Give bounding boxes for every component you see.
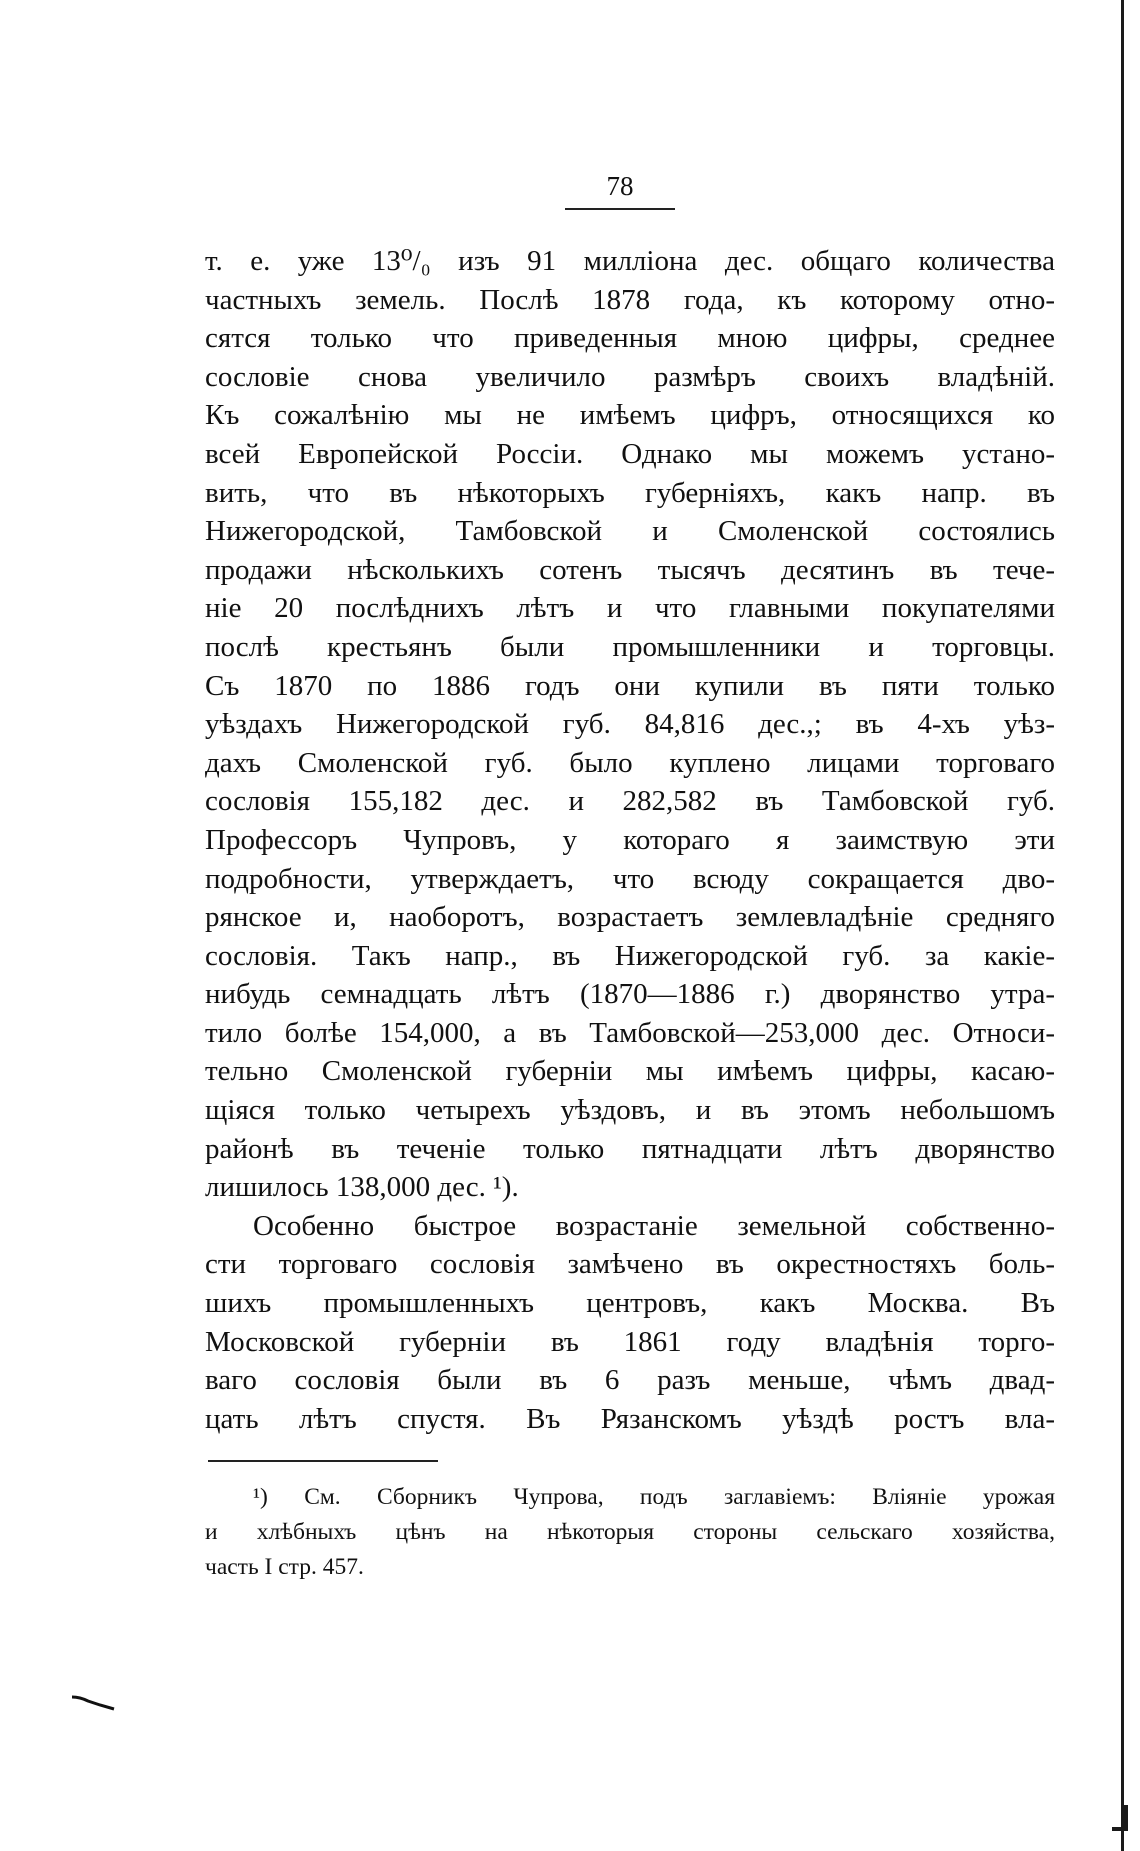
page-edge-border (1121, 0, 1124, 1851)
text-line: тило болѣе 154,000, а въ Тамбовской—253,000 дес. Относи- (205, 1016, 1055, 1049)
scan-artifact-icon (70, 1695, 118, 1711)
text-line: всей Европейской Россіи. Однако мы можемъ устано- (205, 437, 1055, 470)
text-line: шихъ промышленныхъ центровъ, какъ Москва. Въ (205, 1287, 1055, 1320)
text-line: сти торговаго сословія замѣчено въ окрестностяхъ боль- (205, 1248, 1055, 1281)
text-line: Къ сожалѣнію мы не имѣемъ цифръ, относящихся ко (205, 399, 1055, 432)
footnote (205, 1480, 1055, 1585)
text-line: частныхъ земель. Послѣ 1878 года, къ которому отно- (205, 283, 1055, 316)
text-line: сословіе снова увеличило размѣръ своихъ владѣній. (205, 360, 1055, 393)
text-line: щіяся только четырехъ уѣздовъ, и въ этомъ небольшомъ (205, 1094, 1055, 1127)
text-line: продажи нѣсколькихъ сотенъ тысячъ десятинъ въ тече- (205, 553, 1055, 586)
text-line: районѣ въ теченіе только пятнадцати лѣтъ дворянство (205, 1132, 1055, 1165)
text-line: Нижегородской, Тамбовской и Смоленской состоялись (205, 515, 1055, 548)
text-line: ніе 20 послѣднихъ лѣтъ и что главными покупателями (205, 592, 1055, 625)
text-line: вить, что въ нѣкоторыхъ губерніяхъ, какъ напр. въ (205, 476, 1055, 509)
page-number: 78 (606, 171, 634, 201)
footnote-line: часть I стр. 457. (205, 1554, 364, 1580)
text-line: подробности, утверждаетъ, что всюду сокращается дво- (205, 862, 1055, 895)
text-line: цать лѣтъ спустя. Въ Рязанскомъ уѣздѣ ростъ вла- (205, 1402, 1055, 1435)
text-line: сословія. Такъ напр., въ Нижегородской губ. за какіе- (205, 939, 1055, 972)
footnote-rule (208, 1460, 438, 1462)
text-line: т. е. уже 13⁰/₀ изъ 91 милліона дес. общаго количества (205, 245, 1055, 277)
text-line: Профессоръ Чупровъ, у котораго я заимствую эти (205, 823, 1055, 856)
text-line: ваго сословія были въ 6 разъ меньше, чѣмъ двад- (205, 1364, 1055, 1397)
footnote-line: и хлѣбныхъ цѣнъ на нѣкоторыя стороны сельскаго хозяйства, (205, 1519, 1055, 1545)
text-line: нибудь семнадцать лѣтъ (1870—1886 г.) дворянство утра- (205, 978, 1055, 1011)
header-rule (565, 208, 675, 210)
text-line: послѣ крестьянъ были промышленники и торговцы. (205, 630, 1055, 663)
text-line: рянское и, наоборотъ, возрастаетъ землевладѣніе средняго (205, 901, 1055, 934)
body-text (205, 242, 1055, 1438)
text-line: Московской губерніи въ 1861 году владѣнія торго- (205, 1325, 1055, 1358)
text-line: уѣздахъ Нижегородской губ. 84,816 дес.,; въ 4-хъ уѣз- (205, 708, 1055, 741)
text-line: лишилось 138,000 дес. ¹). (205, 1171, 519, 1204)
corner-scan-mark (1112, 1805, 1128, 1831)
text-line: Съ 1870 по 1886 годъ они купили въ пяти только (205, 669, 1055, 702)
text-line: сословія 155,182 дес. и 282,582 въ Тамбовской губ. (205, 785, 1055, 818)
text-line: сятся только что приведенныя мною цифры, среднее (205, 322, 1055, 355)
text-line: тельно Смоленской губерніи мы имѣемъ цифры, касаю- (205, 1055, 1055, 1088)
text-line: дахъ Смоленской губ. было куплено лицами торговаго (205, 746, 1055, 779)
footnote-line: ¹) См. Сборникъ Чупрова, подъ заглавіемъ: Вліяніе урожая (253, 1484, 1055, 1510)
text-line: Особенно быстрое возрастаніе земельной собственно- (253, 1209, 1055, 1242)
